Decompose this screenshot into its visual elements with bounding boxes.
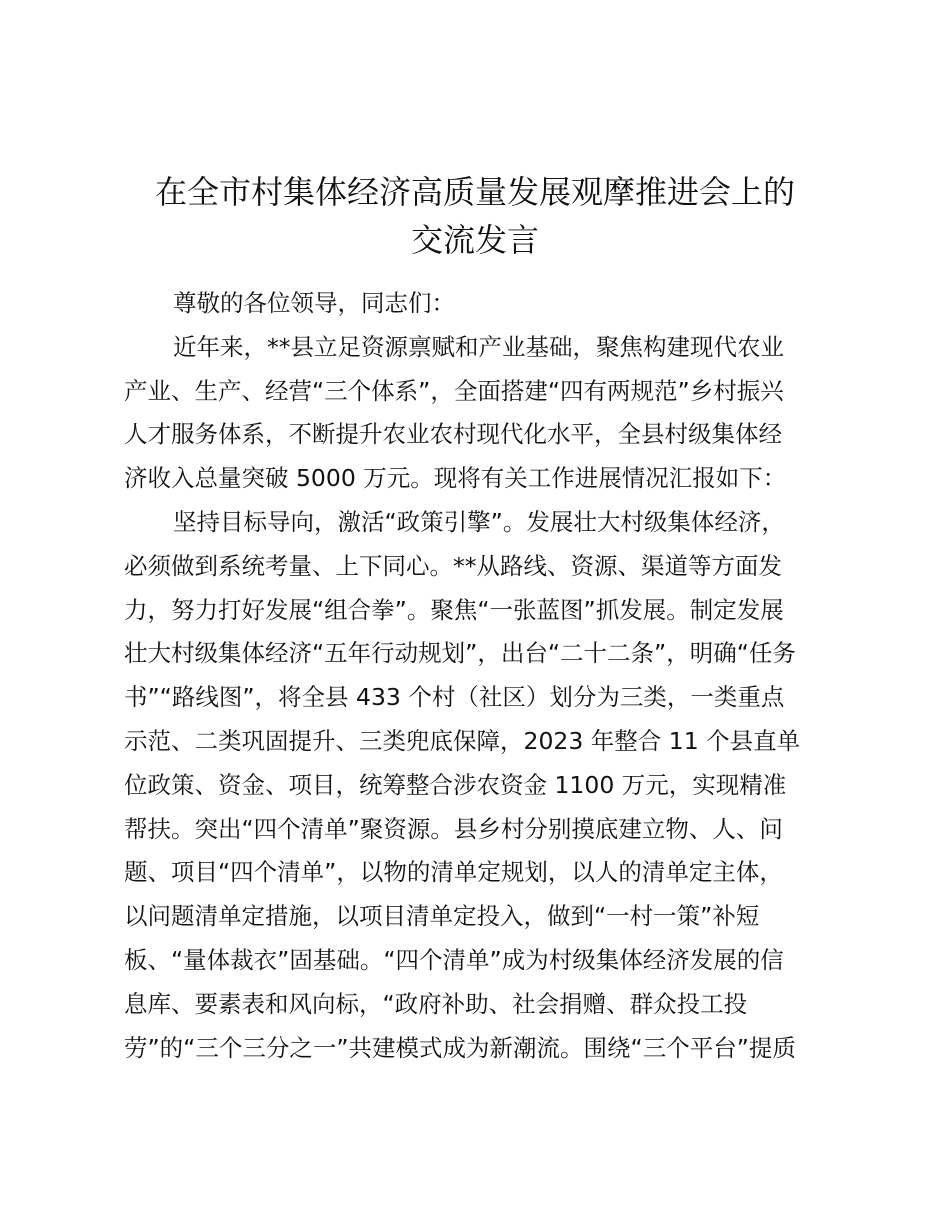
paragraph-2-line-7: 位政策、资金、项目，统筹整合涉农资金 1100 万元，实现精准 (124, 770, 787, 799)
paragraph-2-line-1: 坚持目标导向，激活“政策引擎”。发展壮大村级集体经济， (173, 507, 785, 536)
paragraph-2-line-5: 书”“路线图”，将全县 433 个村（社区）划分为三类，一类重点 (124, 683, 785, 712)
paragraph-1-line-3: 人才服务体系，不断提升农业农村现代化水平，全县村级集体经 (124, 420, 782, 449)
paragraph-2-line-3: 力，努力打好发展“组合拳”。聚焦“一张蓝图”抓发展。制定发展 (124, 595, 784, 624)
title-line-1: 在全市村集体经济高质量发展观摩推进会上的 (154, 173, 795, 211)
paragraph-1-line-2: 产业、生产、经营“三个体系”，全面搭建“四有两规范”乡村振兴 (124, 376, 784, 405)
paragraph-2-line-4: 壮大村级集体经济“五年行动规划”，出台“二十二条”，明确“任务 (124, 639, 796, 668)
paragraph-2-line-11: 板、“量体裁衣”固基础。“四个清单”成为村级集体经济发展的信 (124, 945, 784, 974)
paragraph-1-line-4: 济收入总量突破 5000 万元。现将有关工作进展情况汇报如下： (124, 464, 787, 493)
paragraph-2-line-8: 帮扶。突出“四个清单”聚资源。县乡村分别摸底建立物、人、问 (124, 814, 783, 843)
document-body (124, 282, 836, 1070)
paragraph-2-line-6: 示范、二类巩固提升、三类兜底保障，2023 年整合 11 个县直单 (124, 726, 801, 755)
paragraph-2-line-2: 必须做到系统考量、上下同心。**从路线、资源、渠道等方面发 (124, 551, 782, 580)
salutation-line: 尊敬的各位领导，同志们： (173, 289, 455, 317)
document-title (120, 168, 830, 264)
paragraph-2-line-9: 题、项目“四个清单”，以物的清单定规划，以人的清单定主体， (124, 858, 783, 887)
paragraph-2-line-10: 以问题清单定措施，以项目清单定投入，做到“一村一策”补短 (124, 902, 760, 931)
title-line-2: 交流发言 (410, 221, 539, 259)
paragraph-1-line-1: 近年来，**县立足资源禀赋和产业基础，聚焦构建现代农业 (173, 332, 784, 361)
paragraph-2-line-12: 息库、要素表和风向标，“政府补助、社会捐赠、群众投工投 (124, 989, 748, 1018)
paragraph-2-line-13: 劳”的“三个三分之一”共建模式成为新潮流。围绕“三个平台”提质 (124, 1033, 796, 1062)
